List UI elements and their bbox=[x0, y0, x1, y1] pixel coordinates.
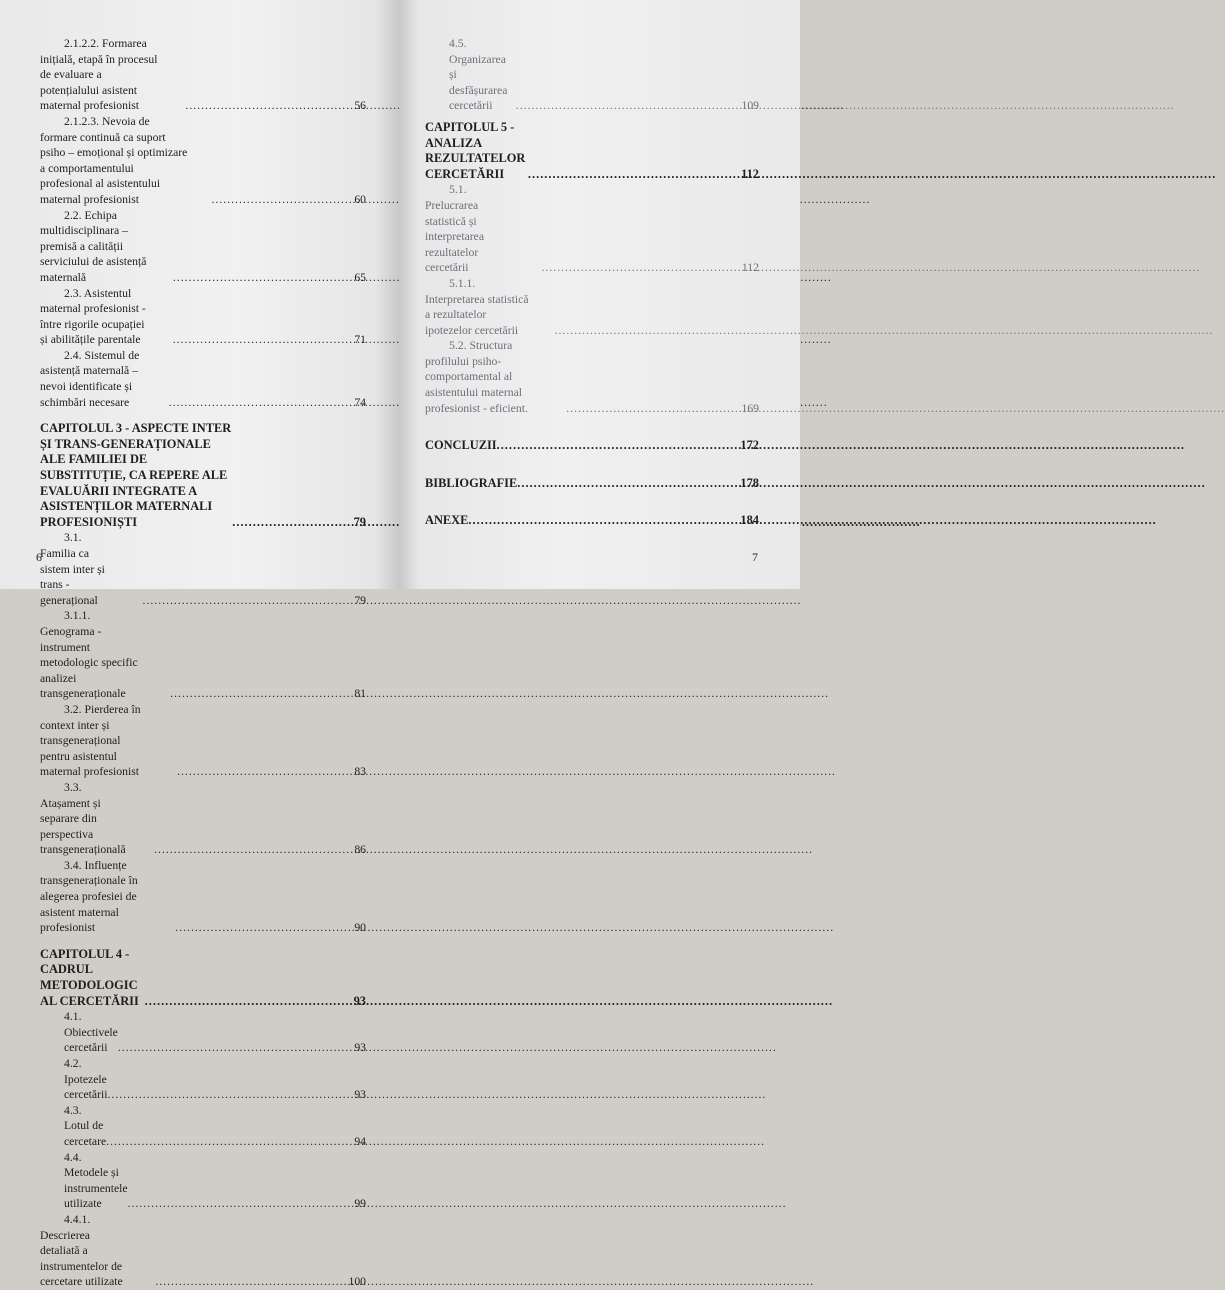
chapter-title: ANEXE bbox=[425, 513, 469, 528]
toc-entry-page: 112 bbox=[741, 261, 759, 275]
toc-entry-text: 2.1.2.3. Nevoia de formare continuă ca suport psiho – emoțional și optimizare a comportamentului profesional al asistentului maternal profesionist bbox=[40, 114, 188, 206]
toc-entry-text: 2.3. Asistentul maternal profesionist - între rigorile ocupației și abilitățile parentale bbox=[40, 286, 146, 347]
toc-entry-page: 71 bbox=[354, 333, 366, 347]
chapter-title: CONCLUZII bbox=[425, 438, 497, 453]
page-number-right: 7 bbox=[752, 550, 758, 564]
chapter-title: CAPITOLUL 4 - CADRUL METODOLOGIC AL CERCETĂRII bbox=[40, 946, 139, 1008]
toc-entry-4-2[interactable] bbox=[40, 1056, 366, 1103]
toc-entry-3-1-1[interactable] bbox=[40, 608, 366, 702]
toc-entry-text: 4.3. Lotul de cercetare bbox=[64, 1103, 107, 1148]
toc-entry-page: 93 bbox=[354, 1088, 366, 1102]
chapter-page: 178 bbox=[740, 475, 759, 490]
toc-left bbox=[40, 36, 366, 1290]
chapter-page: 79 bbox=[353, 514, 366, 529]
toc-entry-text: 2.1.2.2. Formarea inițială, etapă în procesul de evaluare a potențialului asistent maternal profesionist bbox=[40, 37, 158, 113]
toc-entry-page: 100 bbox=[348, 1275, 366, 1289]
toc-entry-text: 4.4.1. Descrierea detaliată a instrumentelor de cercetare utilizate bbox=[40, 1212, 123, 1289]
chapter-page: 184 bbox=[740, 513, 759, 528]
toc-entry-5-1[interactable] bbox=[425, 182, 759, 276]
toc-chapter-4[interactable] bbox=[40, 947, 366, 1009]
toc-concluzii[interactable] bbox=[425, 438, 759, 454]
toc-entry-text: 3.2. Pierderea în context inter și transgenerațional pentru asistentul maternal profesionist bbox=[40, 702, 141, 779]
toc-entry-3-4[interactable] bbox=[40, 858, 366, 936]
toc-entry-page: 79 bbox=[354, 593, 366, 607]
toc-anexe[interactable] bbox=[425, 513, 759, 529]
toc-chapter-5[interactable] bbox=[425, 120, 759, 182]
toc-entry-2-3[interactable] bbox=[40, 286, 366, 348]
toc-bibliografie[interactable] bbox=[425, 476, 759, 492]
toc-entry-3-2[interactable] bbox=[40, 702, 366, 780]
toc-entry-4-1[interactable] bbox=[40, 1009, 366, 1056]
toc-entry-text: 5.2. Structura profilului psiho-comportamental al asistentului maternal profesionist - eficient. bbox=[425, 339, 528, 415]
toc-entry-5-2[interactable] bbox=[425, 338, 759, 416]
right-page bbox=[399, 0, 800, 589]
toc-entry-5-1-1[interactable] bbox=[425, 276, 759, 338]
chapter-page: 112 bbox=[741, 166, 759, 181]
toc-entry-page: 74 bbox=[354, 395, 366, 409]
toc-entry-page: 93 bbox=[354, 1041, 366, 1055]
toc-entry-page: 56 bbox=[354, 99, 366, 113]
toc-entry-text: 4.5. Organizarea și desfășurarea cercetării bbox=[449, 37, 508, 113]
toc-entry-4-5[interactable] bbox=[425, 36, 759, 114]
toc-entry-2-4[interactable] bbox=[40, 348, 366, 410]
chapter-page: 172 bbox=[740, 438, 759, 453]
toc-entry-text: 5.1. Prelucrarea statistică și interpretarea rezultatelor cercetării bbox=[425, 183, 485, 275]
toc-entry-text: 2.4. Sistemul de asistență maternală – nevoi identificate și schimbări necesare bbox=[40, 348, 140, 409]
toc-entry-2-1-2-3[interactable] bbox=[40, 114, 366, 208]
toc-entry-text: 3.4. Influențe transgeneraționale în alegerea profesiei de asistent maternal profesionist bbox=[40, 858, 138, 935]
toc-entry-page: 60 bbox=[354, 192, 366, 206]
toc-entry-4-3[interactable] bbox=[40, 1103, 366, 1150]
chapter-title: CAPITOLUL 3 - ASPECTE INTER ȘI TRANS-GENERAȚIONALE ALE FAMILIEI DE SUBSTITUȚIE, CA REPERE ALE EVALUĂRII INTEGRATE A ASISTENȚILOR MATERNALI PROFESIONIȘTI bbox=[40, 421, 232, 529]
toc-entry-text: 5.1.1. Interpretarea statistică a rezultatelor ipotezelor cercetării bbox=[425, 276, 529, 337]
toc-chapter-3[interactable] bbox=[40, 421, 366, 530]
toc-entry-page: 109 bbox=[741, 99, 759, 113]
toc-entry-3-1[interactable] bbox=[40, 530, 366, 608]
toc-entry-page: 169 bbox=[741, 401, 759, 415]
toc-entry-3-3[interactable] bbox=[40, 780, 366, 858]
chapter-title: BIBLIOGRAFIE bbox=[425, 475, 518, 490]
toc-entry-text: 3.1.1. Genograma - instrument metodologic specific analizei transgeneraționale bbox=[40, 609, 138, 701]
toc-entry-page: 65 bbox=[354, 270, 366, 284]
left-page bbox=[0, 0, 399, 1289]
toc-entry-page: 81 bbox=[354, 687, 366, 701]
toc-entry-2-1-2-2[interactable] bbox=[40, 36, 366, 114]
toc-entry-text: 4.1. Obiectivele cercetării bbox=[64, 1010, 118, 1055]
toc-entry-4-4-1[interactable] bbox=[40, 1212, 366, 1290]
page-number-left: 6 bbox=[36, 550, 42, 564]
toc-entry-text: 4.2. Ipotezele cercetării bbox=[64, 1057, 108, 1102]
toc-entry-page: 83 bbox=[354, 765, 366, 779]
chapter-page: 93 bbox=[353, 993, 366, 1008]
toc-entry-text: 4.4. Metodele și instrumentele utilizate bbox=[64, 1150, 128, 1211]
toc-entry-text: 3.3. Atașament și separare din perspectiva transgenerațională bbox=[40, 780, 126, 857]
toc-right bbox=[425, 36, 759, 529]
toc-entry-text: 3.1. Familia ca sistem inter și trans - generațional bbox=[40, 531, 105, 607]
toc-entry-page: 90 bbox=[354, 921, 366, 935]
toc-entry-page: 86 bbox=[354, 843, 366, 857]
toc-entry-page: 99 bbox=[354, 1197, 366, 1211]
toc-entry-text: 2.2. Echipa multidisciplinara – premisă a calității serviciului de asistență maternală bbox=[40, 208, 147, 284]
chapter-title: CAPITOLUL 5 - ANALIZA REZULTATELOR CERCETĂRII bbox=[425, 119, 526, 181]
toc-entry-4-4[interactable] bbox=[40, 1150, 366, 1212]
toc-entry-page: 94 bbox=[354, 1134, 366, 1148]
toc-entry-2-2[interactable] bbox=[40, 208, 366, 286]
